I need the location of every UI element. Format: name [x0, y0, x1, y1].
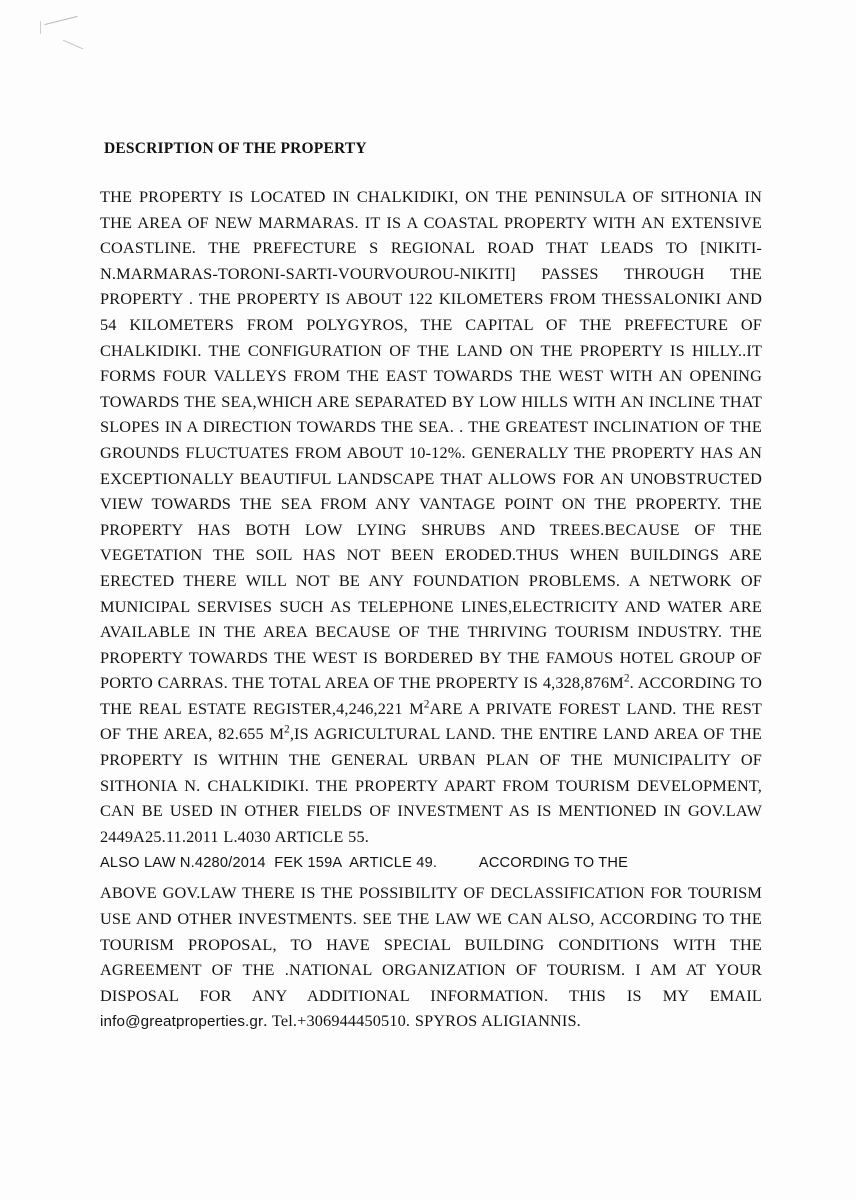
superscript-square-meters-2: 2 — [423, 698, 430, 711]
body-text-part-5: ABOVE GOV.LAW THERE IS THE POSSIBILITY OF DECLASSIFICATION FOR TOURISM USE AND OTHER INVESTMENTS. SEE THE LAW WE CAN ALSO, ACCORDING TO THE TOURISM PROPOSAL, TO HAVE SPECIAL BUILDING CONDITIONS WITH THE AGREEMENT OF THE .NATIONAL ORGANIZATION OF TOURISM. I AM AT YOUR DISPOSAL FOR ANY ADDITIONAL INFORMATION. THIS IS MY EMAIL — [100, 883, 762, 1005]
page-title: DESCRIPTION OF THE PROPERTY — [104, 140, 367, 157]
law-reference-line: ALSO LAW N.4280/2014 FEK 159A ARTICLE 49. ACCORDING TO THE — [100, 855, 629, 872]
superscript-square-meters-3: 2 — [284, 724, 290, 737]
superscript-square-meters-1: 2 — [623, 672, 630, 685]
document-content — [100, 140, 762, 1035]
body-text-part-4: ,IS AGRICULTURAL LAND. THE ENTIRE LAND AREA OF THE PROPERTY IS WITHIN THE GENERAL URBAN PLAN OF THE MUNICIPALITY OF SITHONIA N. CHALKIDIKI. THE PROPERTY APART FROM TOURISM DEVELOPMENT, CAN BE USED IN OTHER FIELDS OF INVESTMENT AS IS MENTIONED IN GOV.LAW 2449A25.11.2011 L.4030 ARTICLE 55. — [100, 724, 762, 846]
body-text-part-1: THE PROPERTY IS LOCATED IN CHALKIDIKI, ON THE PENINSULA OF SITHONIA IN THE AREA OF NEW MARMARAS. IT IS A COASTAL PROPERTY WITH AN EXTENSIVE COASTLINE. THE PREFECTURE S REGIONAL ROAD THAT LEADS TO [NIKITI-N.MARMARAS-TORONI-SARTI-VOURVOUROU-NIKITI] PASSES THROUGH THE PROPERTY . THE PROPERTY IS ABOUT 122 KILOMETERS FROM THESSALONIKI AND 54 KILOMETERS FROM POLYGYROS, THE CAPITAL OF THE PREFECTURE OF CHALKIDIKI. THE CONFIGURATION OF THE LAND ON THE PROPERTY IS HILLY..IT FORMS FOUR VALLEYS FROM THE EAST TOWARDS THE WEST WITH AN OPENING TOWARDS THE SEA,WHICH ARE SEPARATED BY LOW HILLS WITH AN INCLINE THAT SLOPES IN A DIRECTION TOWARDS THE SEA. . THE GREATEST INCLINATION OF THE GROUNDS FLUCTUATES FROM ABOUT 10-12%. GENERALLY THE PROPERTY HAS AN EXCEPTIONALLY BEAUTIFUL LANDSCAPE THAT ALLOWS FOR AN UNOBSTRUCTED VIEW TOWARDS THE SEA FROM ANY VANTAGE POINT ON THE PROPERTY. THE PROPERTY HAS BOTH LOW LYING SHRUBS AND TREES.BECAUSE OF THE VEGETATION THE SOIL HAS NOT BEEN ERODED.THUS WHEN BUILDINGS ARE ERECTED THERE WILL NOT BE ANY FOUNDATION PROBLEMS. A NETWORK OF MUNICIPAL SERVISES SUCH AS TELEPHONE LINES,ELECTRICITY AND WATER ARE AVAILABLE IN THE AREA BECAUSE OF THE THRIVING TOURISM INDUSTRY. THE PROPERTY TOWARDS THE WEST IS BORDERED BY THE FAMOUS HOTEL GROUP OF PORTO CARRAS. THE TOTAL AREA OF THE PROPERTY IS 4,328,876M — [100, 187, 762, 693]
body-paragraph-closing — [100, 880, 762, 1035]
scan-artifact-mark — [40, 21, 41, 34]
body-paragraph-main — [100, 184, 762, 849]
body-text-part-2: . ACCORDING TO THE REAL ESTATE REGISTER,4,246,221 M — [100, 673, 762, 718]
scan-artifact-mark — [44, 16, 77, 25]
contact-email: info@greatproperties.gr — [100, 1013, 264, 1031]
body-text-part-3: ARE A PRIVATE FOREST LAND. THE REST OF THE AREA, 82.655 M — [100, 698, 762, 744]
scan-artifact-mark — [63, 40, 84, 50]
contact-tail-text: . Tel.+306944450510. SPYROS ALIGIANNIS. — [263, 1011, 581, 1031]
